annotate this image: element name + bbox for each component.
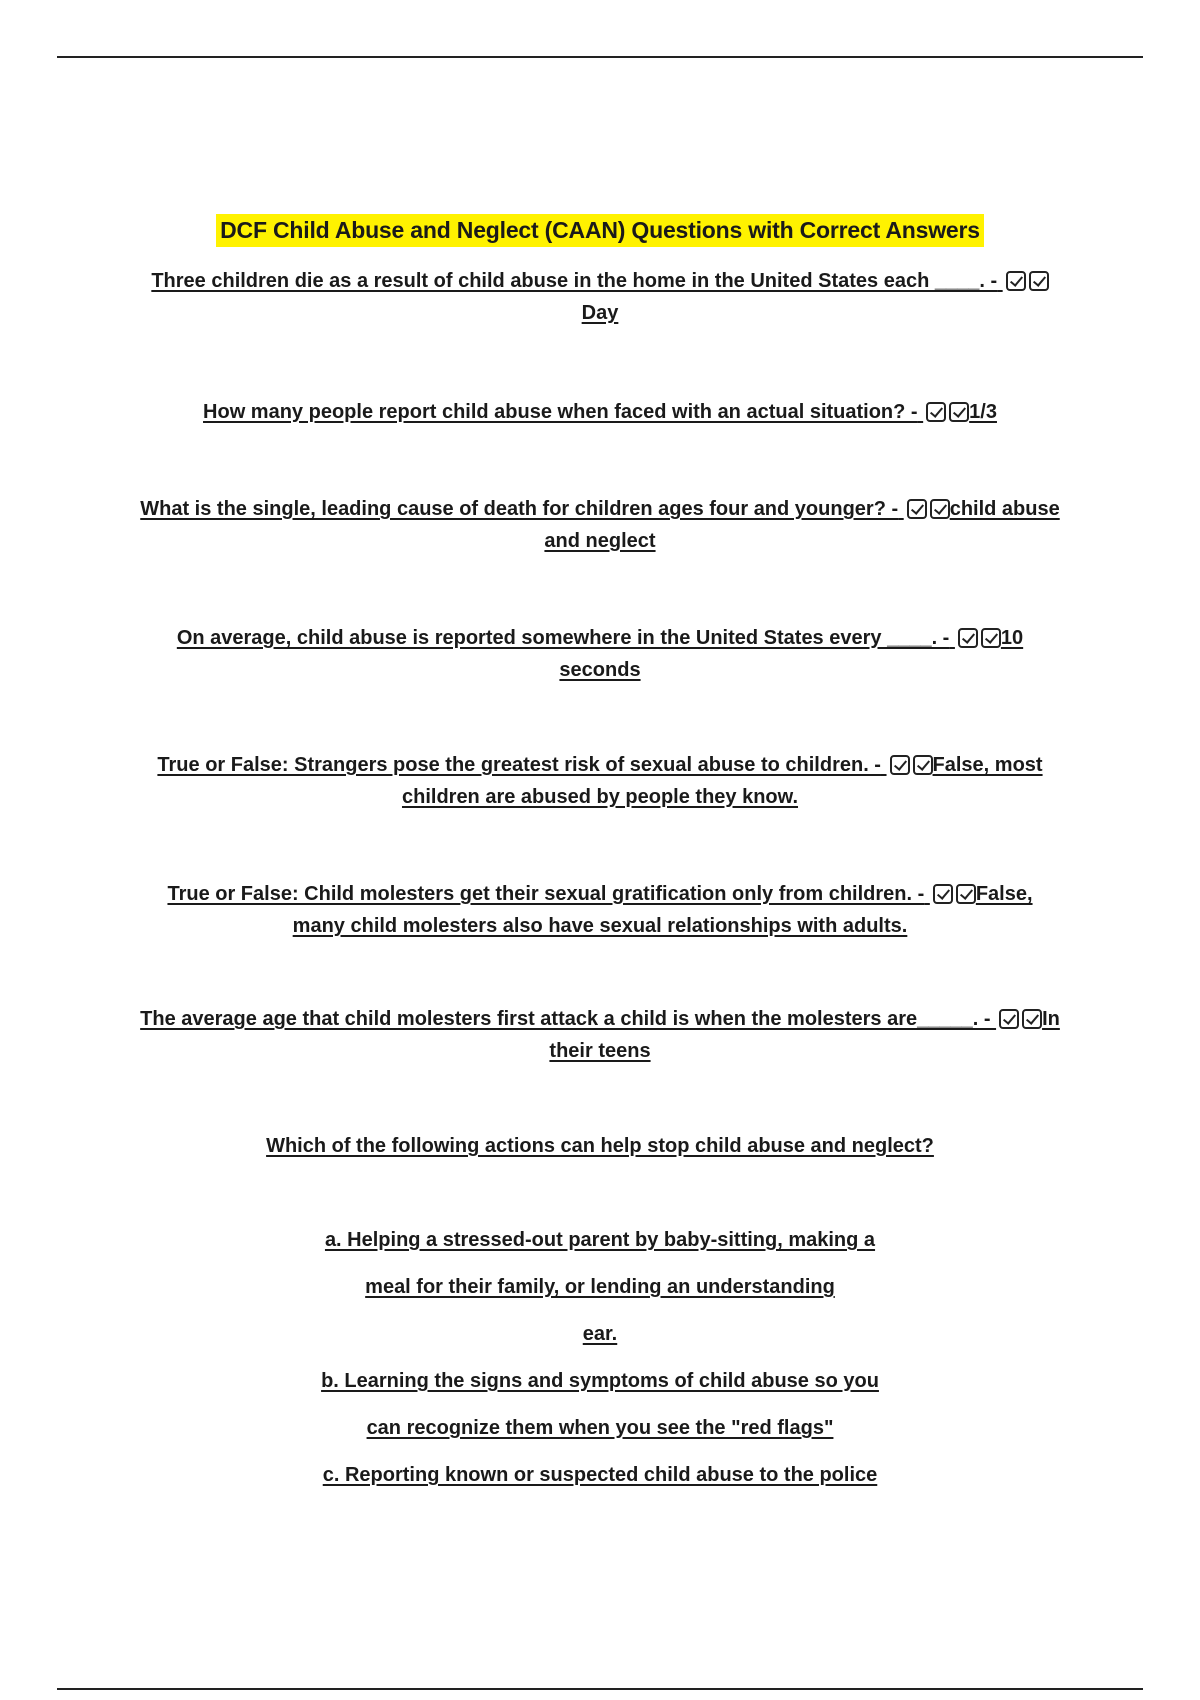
option-text: b. Learning the signs and symptoms of child abuse so you [321, 1370, 879, 1392]
answer-text: False, many child molesters also have sexual relationships with adults. [292, 883, 1033, 937]
checkbox-icon [1029, 271, 1049, 291]
checkbox-icon [956, 884, 976, 904]
checkbox-icon [933, 884, 953, 904]
top-rule [57, 56, 1143, 58]
question-text: True or False: Child molesters get their sexual gratification only from children. - [167, 883, 925, 905]
checkbox-icon [907, 499, 927, 519]
qa-item-1 [140, 265, 1060, 329]
qa-item-5 [140, 749, 1060, 813]
answer-text: 1/3 [969, 401, 997, 423]
option-text: c. Reporting known or suspected child abuse to the police [322, 1464, 878, 1486]
document-title: DCF Child Abuse and Neglect (CAAN) Questions with Correct Answers [216, 214, 984, 247]
checkbox-icon [926, 402, 946, 422]
option-text: ear. [582, 1323, 618, 1345]
question-text: What is the single, leading cause of death for children ages four and younger? - [140, 498, 899, 520]
option-text: a. Helping a stressed-out parent by baby-sitting, making a [324, 1229, 876, 1251]
option-text: can recognize them when you see the "red flags" [366, 1417, 834, 1439]
option-text: meal for their family, or lending an understanding [365, 1276, 835, 1298]
checkbox-icon [999, 1009, 1019, 1029]
final-question [140, 1130, 1060, 1162]
bottom-rule [57, 1688, 1143, 1690]
question-text: Three children die as a result of child abuse in the home in the United States each ____. - [151, 270, 998, 292]
final-question-text: Which of the following actions can help stop child abuse and neglect? [266, 1135, 934, 1157]
checkbox-icon [949, 402, 969, 422]
option-line [0, 1320, 1200, 1348]
checkbox-icon [913, 755, 933, 775]
title-wrap [0, 214, 1200, 247]
question-text: The average age that child molesters first attack a child is when the molesters are_____. - [140, 1008, 991, 1030]
option-line [0, 1367, 1200, 1395]
option-line [0, 1414, 1200, 1442]
question-text: On average, child abuse is reported somewhere in the United States every ____. - [176, 627, 950, 649]
checkbox-icon [981, 628, 1001, 648]
question-text: How many people report child abuse when faced with an actual situation? - [203, 401, 918, 423]
option-line [0, 1461, 1200, 1489]
qa-item-7 [140, 1003, 1060, 1067]
checkbox-icon [1006, 271, 1026, 291]
qa-item-4 [140, 622, 1060, 686]
option-line [0, 1226, 1200, 1254]
qa-item-6 [140, 878, 1060, 942]
answer-text: Day [581, 302, 619, 324]
answer-text: False, most children are abused by people they know. [401, 754, 1043, 808]
checkbox-icon [890, 755, 910, 775]
qa-item-3 [140, 493, 1060, 557]
option-line [0, 1273, 1200, 1301]
checkbox-icon [1022, 1009, 1042, 1029]
answer-text: child abuse and neglect [544, 498, 1060, 552]
answer-text: In their teens [549, 1008, 1060, 1062]
answer-text: 10 seconds [559, 627, 1024, 681]
checkbox-icon [958, 628, 978, 648]
question-text: True or False: Strangers pose the greatest risk of sexual abuse to children. - [157, 754, 881, 776]
qa-item-2 [140, 396, 1060, 428]
checkbox-icon [930, 499, 950, 519]
